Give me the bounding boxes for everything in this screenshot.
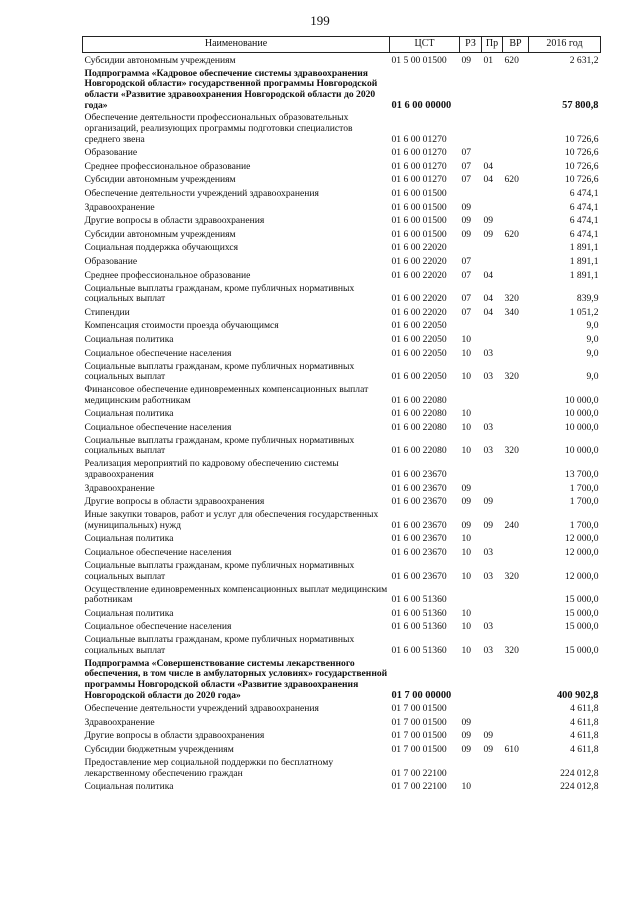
table-row (83, 420, 601, 434)
table-row (83, 268, 601, 282)
cell-name: Подпрограмма «Совершенствование системы лекарственного обеспечения, в том числе в амбулаторных условиях» государственной программы Новгородской области «Развитие здравоохранения Новгородской области до 2020 года» (84, 657, 388, 701)
table-row (83, 227, 601, 241)
cell-pr (482, 756, 503, 780)
cell-rz (460, 186, 482, 200)
cell-name: Субсидии автономным учреждениям (84, 228, 236, 240)
cell-vr: 620 (504, 55, 519, 66)
cell-vr (503, 67, 529, 112)
cell-cst: 01 7 00 01500 (391, 743, 447, 755)
budget-table (82, 36, 601, 793)
cell-vr: 620 (504, 228, 519, 240)
cell-cst: 01 6 00 23670 (391, 482, 447, 494)
cell-pr: 01 (483, 55, 494, 66)
cell-vr (503, 240, 529, 254)
cell-cst: 01 6 00 23670 (391, 547, 447, 559)
cell-cst: 01 7 00 01500 (391, 703, 447, 715)
cell-vr: 610 (504, 743, 519, 755)
cell-pr (482, 240, 503, 254)
cell-rz: 09 (461, 201, 472, 213)
cell-vr (503, 406, 529, 420)
cell-vr (503, 779, 529, 793)
cell-pr (482, 111, 503, 145)
cell-rz: 07 (461, 147, 472, 159)
cell-cst: 01 6 00 22050 (391, 347, 447, 359)
cell-name: Другие вопросы в области здравоохранения (84, 496, 265, 508)
cell-cst: 01 6 00 22020 (391, 269, 447, 281)
cell-pr (482, 145, 503, 159)
cell-vr (503, 756, 529, 780)
cell-vr (503, 200, 529, 214)
cell-sum: 9,0 (586, 320, 599, 332)
cell-cst: 01 7 00 22100 (391, 767, 447, 779)
cell-name: Осуществление единовременных компенсационных выплат медицинским работникам (84, 583, 388, 606)
table-row (83, 281, 601, 305)
cell-rz: 09 (461, 730, 472, 742)
cell-cst: 01 6 00 22050 (391, 371, 447, 383)
cell-name: Социальная политика (84, 781, 174, 793)
cell-pr: 03 (483, 570, 494, 582)
cell-vr (503, 332, 529, 346)
cell-name: Социальное обеспечение населения (84, 421, 232, 433)
cell-pr (482, 318, 503, 332)
cell-pr (482, 606, 503, 620)
cell-sum: 1 700,0 (569, 482, 599, 494)
cell-pr (482, 779, 503, 793)
table-row (83, 433, 601, 457)
cell-rz: 09 (461, 743, 472, 755)
cell-pr: 03 (483, 371, 494, 383)
cell-pr (482, 715, 503, 729)
cell-vr: 320 (504, 371, 519, 383)
cell-sum: 1 700,0 (569, 496, 599, 508)
cell-vr (503, 420, 529, 434)
cell-vr: 320 (504, 445, 519, 457)
cell-rz: 09 (461, 55, 472, 66)
cell-pr (482, 481, 503, 495)
cell-cst: 01 6 00 51360 (391, 594, 447, 606)
cell-name: Социальное обеспечение населения (84, 547, 232, 559)
cell-name: Среднее профессиональное образование (84, 160, 251, 172)
cell-cst: 01 6 00 01270 (391, 160, 447, 172)
cell-vr (503, 145, 529, 159)
cell-name: Социальная политика (84, 408, 174, 420)
cell-cst: 01 6 00 23670 (391, 519, 447, 531)
cell-sum: 10 726,6 (564, 133, 599, 145)
cell-rz: 10 (461, 445, 472, 457)
cell-cst: 01 5 00 01500 (391, 55, 447, 66)
cell-pr: 03 (483, 547, 494, 559)
cell-pr: 09 (483, 215, 494, 227)
cell-rz (460, 383, 482, 407)
header-sum: 2016 год (529, 37, 601, 53)
cell-sum: 224 012,8 (560, 767, 599, 779)
cell-sum: 400 902,8 (556, 689, 599, 701)
cell-pr: 09 (483, 743, 494, 755)
table-row (83, 742, 601, 756)
cell-name: Стипендии (84, 306, 130, 318)
table-row (83, 332, 601, 346)
cell-name: Субсидии автономным учреждениям (84, 55, 236, 66)
cell-sum: 9,0 (586, 347, 599, 359)
cell-pr: 03 (483, 445, 494, 457)
cell-name: Иные закупки товаров, работ и услуг для обеспечения государственных (муниципальных) нужд (84, 509, 379, 531)
cell-name: Социальные выплаты гражданам, кроме публичных нормативных социальных выплат (84, 282, 355, 305)
cell-name: Предоставление мер социальной поддержки по бесплатному лекарственному обеспечению граждан (84, 756, 334, 779)
table-row (83, 494, 601, 508)
cell-name: Социальное обеспечение населения (84, 347, 232, 359)
table-row (83, 582, 601, 606)
cell-pr: 09 (483, 496, 494, 508)
cell-name: Социальные выплаты гражданам, кроме публичных нормативных социальных выплат (84, 434, 355, 457)
cell-name: Другие вопросы в области здравоохранения (84, 215, 265, 227)
table-row (83, 756, 601, 780)
table-row (83, 318, 601, 332)
cell-sum: 1 700,0 (569, 519, 599, 531)
cell-rz (460, 701, 482, 715)
table-row (83, 186, 601, 200)
cell-rz: 09 (461, 228, 472, 240)
cell-sum: 4 611,8 (570, 730, 599, 742)
cell-sum: 57 800,8 (562, 99, 599, 111)
cell-cst: 01 7 00 01500 (391, 730, 447, 742)
cell-name: Здравоохранение (84, 482, 155, 494)
cell-name: Социальная политика (84, 333, 174, 345)
cell-sum: 4 611,8 (570, 743, 599, 755)
cell-rz: 07 (461, 255, 472, 267)
cell-cst: 01 6 00 01270 (391, 133, 447, 145)
table-row (83, 559, 601, 583)
cell-rz: 10 (461, 533, 472, 545)
cell-cst: 01 6 00 22080 (391, 445, 447, 457)
cell-sum: 10 000,0 (564, 421, 599, 433)
cell-rz: 10 (461, 570, 472, 582)
cell-pr: 09 (483, 730, 494, 742)
cell-rz: 10 (461, 621, 472, 633)
cell-sum: 839,9 (576, 293, 599, 305)
cell-rz: 10 (461, 421, 472, 433)
cell-sum: 10 726,6 (564, 147, 599, 159)
cell-vr (503, 159, 529, 173)
header-rz: РЗ (460, 37, 482, 53)
cell-rz: 07 (461, 293, 472, 305)
cell-cst: 01 7 00 01500 (391, 716, 447, 728)
cell-vr (503, 346, 529, 360)
cell-vr (503, 582, 529, 606)
cell-sum: 15 000,0 (564, 621, 599, 633)
cell-vr (503, 728, 529, 742)
cell-rz: 07 (461, 160, 472, 172)
cell-pr: 04 (483, 174, 494, 186)
cell-cst: 01 6 00 22080 (391, 394, 447, 406)
cell-cst: 01 6 00 22020 (391, 255, 447, 267)
cell-rz: 10 (461, 607, 472, 619)
cell-pr: 03 (483, 347, 494, 359)
cell-rz: 10 (461, 408, 472, 420)
cell-vr (503, 531, 529, 545)
cell-rz: 09 (461, 482, 472, 494)
cell-rz (460, 240, 482, 254)
cell-vr (503, 619, 529, 633)
cell-cst: 01 6 00 22020 (391, 242, 447, 254)
cell-sum: 224 012,8 (560, 781, 599, 793)
cell-rz: 09 (461, 215, 472, 227)
cell-rz: 10 (461, 371, 472, 383)
cell-sum: 1 891,1 (569, 269, 599, 281)
cell-cst: 01 6 00 00000 (391, 99, 452, 111)
cell-pr (482, 701, 503, 715)
cell-cst: 01 6 00 01500 (391, 215, 447, 227)
table-row (83, 359, 601, 383)
cell-sum: 9,0 (586, 333, 599, 345)
cell-pr: 04 (483, 306, 494, 318)
cell-cst: 01 6 00 51360 (391, 645, 447, 656)
cell-name: Компенсация стоимости проезда обучающимся (84, 320, 279, 332)
cell-pr (482, 457, 503, 481)
table-row (83, 159, 601, 173)
cell-vr (503, 657, 529, 702)
table-row (83, 200, 601, 214)
cell-rz: 10 (461, 333, 472, 345)
cell-name: Образование (84, 147, 138, 159)
table-row (83, 779, 601, 793)
cell-rz (460, 111, 482, 145)
cell-cst: 01 6 00 01270 (391, 174, 447, 186)
cell-name: Социальное обеспечение населения (84, 621, 232, 633)
cell-sum: 2 631,2 (569, 55, 599, 66)
cell-sum: 13 700,0 (564, 469, 599, 481)
cell-cst: 01 6 00 22080 (391, 421, 447, 433)
cell-rz: 10 (461, 781, 472, 793)
table-row (83, 619, 601, 633)
table-row (83, 633, 601, 657)
cell-pr: 09 (483, 228, 494, 240)
cell-rz (460, 318, 482, 332)
cell-cst: 01 6 00 01270 (391, 147, 447, 159)
cell-name: Обеспечение деятельности учреждений здравоохранения (84, 703, 319, 715)
cell-sum: 10 726,6 (564, 174, 599, 186)
cell-rz: 10 (461, 347, 472, 359)
cell-cst: 01 7 00 00000 (391, 689, 452, 701)
cell-vr: 320 (504, 645, 519, 656)
table-row (83, 145, 601, 159)
cell-pr: 03 (483, 421, 494, 433)
cell-sum: 15 000,0 (564, 645, 599, 656)
table-row (83, 715, 601, 729)
cell-sum: 12 000,0 (564, 533, 599, 545)
cell-pr: 03 (483, 645, 494, 656)
cell-name: Здравоохранение (84, 201, 155, 213)
cell-sum: 4 611,8 (570, 703, 599, 715)
cell-rz: 07 (461, 174, 472, 186)
cell-name: Другие вопросы в области здравоохранения (84, 730, 265, 742)
table-row (83, 481, 601, 495)
cell-sum: 1 891,1 (569, 242, 599, 254)
cell-pr (482, 332, 503, 346)
cell-rz: 09 (461, 496, 472, 508)
cell-vr (503, 318, 529, 332)
cell-name: Финансовое обеспечение единовременных компенсационных выплат медицинским работникам (84, 384, 369, 406)
cell-pr (482, 67, 503, 112)
cell-sum: 12 000,0 (564, 570, 599, 582)
cell-vr (503, 186, 529, 200)
cell-vr (503, 715, 529, 729)
cell-sum: 10 000,0 (564, 408, 599, 420)
table-row (83, 213, 601, 227)
cell-name: Здравоохранение (84, 716, 155, 728)
cell-rz (460, 457, 482, 481)
cell-vr (503, 111, 529, 145)
cell-rz (460, 582, 482, 606)
cell-sum: 9,0 (586, 371, 599, 383)
cell-name: Социальная политика (84, 533, 174, 545)
table-row (83, 53, 601, 67)
cell-cst: 01 6 00 01500 (391, 228, 447, 240)
table-row (83, 406, 601, 420)
cell-name: Социальные выплаты гражданам, кроме публичных нормативных социальных выплат (84, 560, 355, 582)
cell-cst: 01 6 00 23670 (391, 570, 447, 582)
cell-pr (482, 383, 503, 407)
cell-name: Субсидии автономным учреждениям (84, 174, 236, 186)
cell-cst: 01 7 00 22100 (391, 781, 447, 793)
cell-name: Обеспечение деятельности учреждений здравоохранения (84, 187, 319, 199)
cell-rz (460, 756, 482, 780)
cell-cst: 01 6 00 22020 (391, 306, 447, 318)
cell-vr: 240 (504, 519, 519, 531)
cell-sum: 6 474,1 (569, 215, 599, 227)
cell-pr: 04 (483, 293, 494, 305)
table-row (83, 545, 601, 559)
cell-rz: 09 (461, 716, 472, 728)
cell-name: Социальная политика (84, 607, 174, 619)
cell-cst: 01 6 00 23670 (391, 496, 447, 508)
cell-name: Субсидии бюджетным учреждениям (84, 743, 234, 755)
table-row-subprogram (83, 67, 601, 112)
cell-sum: 6 474,1 (569, 228, 599, 240)
cell-pr (482, 582, 503, 606)
cell-vr (503, 268, 529, 282)
table-row (83, 508, 601, 532)
table-row (83, 240, 601, 254)
cell-rz: 07 (461, 306, 472, 318)
cell-vr (503, 701, 529, 715)
cell-rz (460, 67, 482, 112)
cell-cst: 01 6 00 51360 (391, 607, 447, 619)
cell-name: Обеспечение деятельности профессиональных образовательных организаций, реализующих программы подготовки специалистов среднего звена (84, 112, 353, 145)
cell-cst: 01 6 00 01500 (391, 201, 447, 213)
cell-vr (503, 545, 529, 559)
cell-sum: 4 611,8 (570, 716, 599, 728)
header-vr: ВР (503, 37, 529, 53)
table-row (83, 531, 601, 545)
cell-sum: 10 726,6 (564, 160, 599, 172)
header-cst: ЦСТ (390, 37, 460, 53)
cell-sum: 1 891,1 (569, 255, 599, 267)
cell-name: Социальные выплаты гражданам, кроме публичных нормативных социальных выплат (84, 360, 355, 383)
header-name: Наименование (83, 37, 390, 53)
cell-name: Социальная поддержка обучающихся (84, 242, 239, 254)
cell-pr: 04 (483, 160, 494, 172)
cell-rz: 07 (461, 269, 472, 281)
table-row (83, 383, 601, 407)
cell-pr (482, 531, 503, 545)
cell-rz: 10 (461, 645, 472, 656)
table-row (83, 172, 601, 186)
cell-sum: 10 000,0 (564, 445, 599, 457)
cell-name: Реализация мероприятий по кадровому обеспечению системы здравоохранения (84, 458, 339, 481)
cell-sum: 10 000,0 (564, 394, 599, 406)
cell-rz: 10 (461, 547, 472, 559)
table-row (83, 728, 601, 742)
cell-cst: 01 6 00 01500 (391, 187, 447, 199)
cell-sum: 12 000,0 (564, 547, 599, 559)
cell-vr: 320 (504, 293, 519, 305)
cell-vr (503, 383, 529, 407)
cell-vr: 340 (504, 306, 519, 318)
cell-pr (482, 254, 503, 268)
cell-name: Социальные выплаты гражданам, кроме публичных нормативных социальных выплат (84, 634, 355, 656)
cell-cst: 01 6 00 23670 (391, 533, 447, 545)
cell-sum: 1 051,2 (569, 306, 599, 318)
cell-sum: 15 000,0 (564, 594, 599, 606)
cell-sum: 6 474,1 (569, 201, 599, 213)
cell-pr (482, 186, 503, 200)
cell-cst: 01 6 00 22080 (391, 408, 447, 420)
table-row-subprogram (83, 657, 601, 702)
cell-name: Образование (84, 255, 138, 267)
cell-pr: 04 (483, 269, 494, 281)
cell-cst: 01 6 00 22050 (391, 333, 447, 345)
cell-cst: 01 6 00 22020 (391, 293, 447, 305)
table-row (83, 254, 601, 268)
cell-vr (503, 606, 529, 620)
cell-pr: 09 (483, 519, 494, 531)
cell-rz: 09 (461, 519, 472, 531)
cell-vr (503, 457, 529, 481)
cell-vr: 320 (504, 570, 519, 582)
page-number: 199 (310, 13, 330, 28)
cell-pr: 03 (483, 621, 494, 633)
cell-vr (503, 481, 529, 495)
cell-vr (503, 213, 529, 227)
cell-cst: 01 6 00 51360 (391, 621, 447, 633)
cell-sum: 15 000,0 (564, 607, 599, 619)
table-row (83, 111, 601, 145)
cell-cst: 01 6 00 23670 (391, 469, 447, 481)
cell-vr: 620 (504, 174, 519, 186)
cell-name: Среднее профессиональное образование (84, 269, 251, 281)
cell-vr (503, 254, 529, 268)
table-header-row (83, 37, 601, 53)
cell-pr (482, 657, 503, 702)
header-pr: Пр (482, 37, 503, 53)
table-row (83, 701, 601, 715)
table-row (83, 457, 601, 481)
cell-pr (482, 406, 503, 420)
table-row (83, 346, 601, 360)
cell-sum: 6 474,1 (569, 187, 599, 199)
cell-pr (482, 200, 503, 214)
cell-vr (503, 494, 529, 508)
cell-rz (460, 657, 482, 702)
cell-cst: 01 6 00 22050 (391, 320, 447, 332)
table-row (83, 305, 601, 319)
cell-name: Подпрограмма «Кадровое обеспечение системы здравоохранения Новгородской области» государственной программы Новгородской области «Развитие здравоохранения Новгородской области до 2020 года» (84, 67, 378, 111)
table-row (83, 606, 601, 620)
